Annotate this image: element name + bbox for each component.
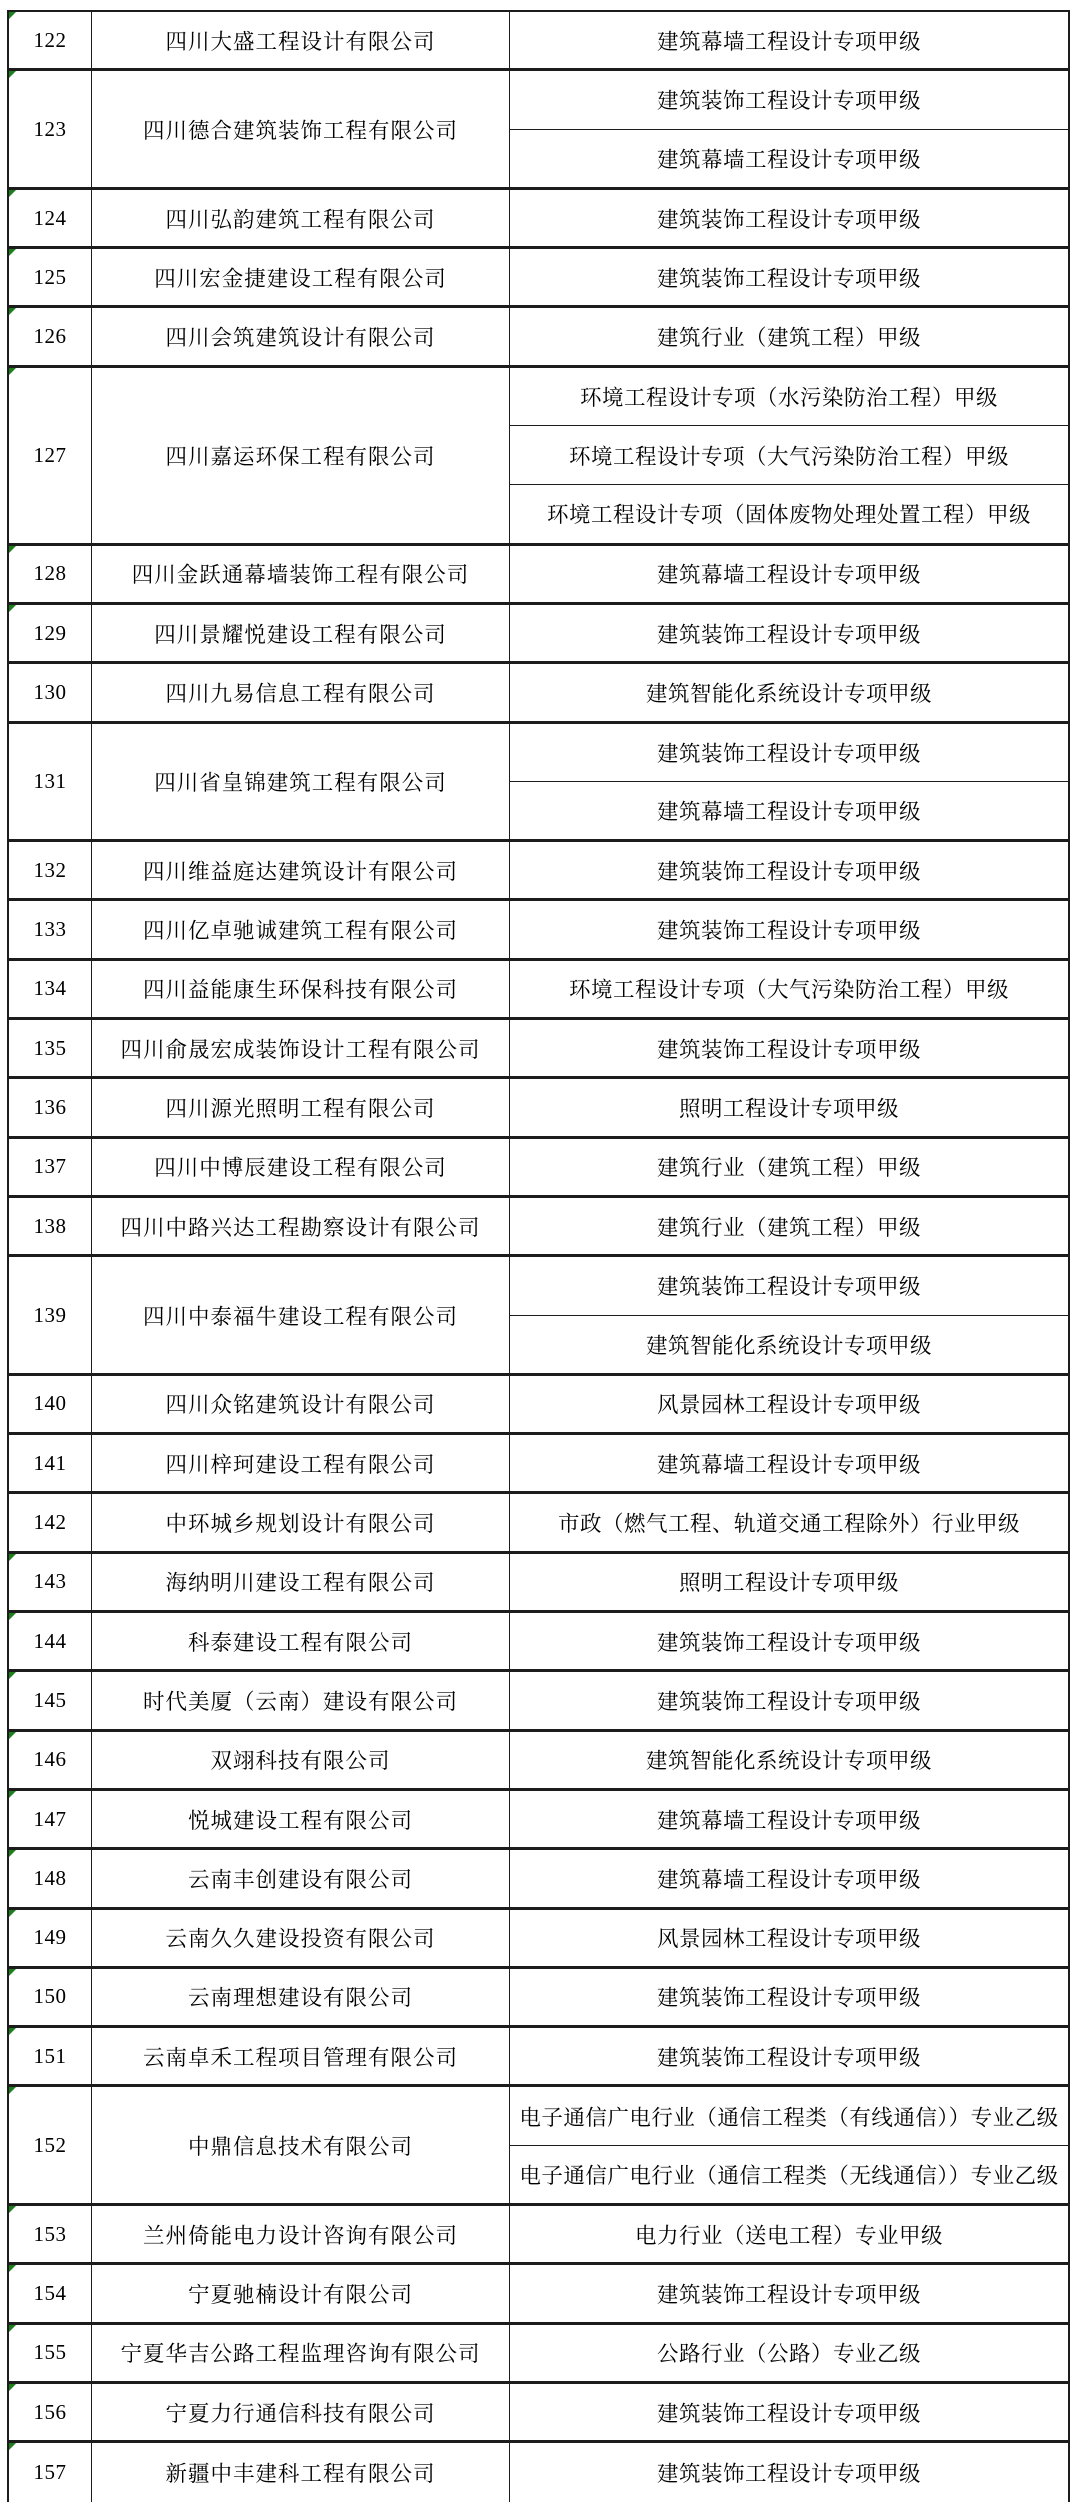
qualifications-cell xyxy=(510,2028,1068,2084)
company-name-cell: 双翊科技有限公司 xyxy=(92,1732,510,1788)
row-number-cell xyxy=(9,605,92,661)
table-row xyxy=(9,2028,1068,2087)
qualification-text: 环境工程设计专项（水污染防治工程）甲级 xyxy=(579,386,998,411)
company-name-cell: 中鼎信息技术有限公司 xyxy=(92,2087,510,2203)
company-name-cell: 新疆中丰建科工程有限公司 xyxy=(92,2443,510,2502)
qualifications-cell xyxy=(510,2265,1068,2321)
qualification-text: 建筑装饰工程设计专项甲级 xyxy=(656,859,921,884)
qualifications-cell xyxy=(510,1672,1068,1728)
table-row xyxy=(9,842,1068,901)
qualification-text: 建筑行业（建筑工程）甲级 xyxy=(656,1215,921,1240)
row-number: 153 xyxy=(33,2221,67,2246)
row-number-cell xyxy=(9,546,92,602)
company-name-cell: 四川益能康生环保科技有限公司 xyxy=(92,961,510,1017)
cell-corner-marker-icon xyxy=(9,2206,16,2213)
table-row xyxy=(9,2325,1068,2384)
row-number: 157 xyxy=(33,2460,67,2485)
qualifications-cell xyxy=(510,1613,1068,1669)
cell-corner-marker-icon xyxy=(9,2384,16,2391)
company-name-cell: 四川源光照明工程有限公司 xyxy=(92,1079,510,1135)
row-number-cell xyxy=(9,1791,92,1847)
table-row xyxy=(9,1376,1068,1435)
row-number: 130 xyxy=(33,679,67,704)
company-name-cell: 四川会筑建筑设计有限公司 xyxy=(92,308,510,364)
qualifications-cell xyxy=(510,2443,1068,2502)
row-number-cell xyxy=(9,724,92,840)
qualifications-cell xyxy=(510,842,1068,898)
qualifications-cell xyxy=(510,2087,1068,2203)
row-number: 156 xyxy=(33,2399,67,2424)
row-number: 125 xyxy=(33,264,67,289)
row-number-cell xyxy=(9,249,92,305)
company-name-cell: 四川弘韵建筑工程有限公司 xyxy=(92,190,510,246)
qualification-text: 风景园林工程设计专项甲级 xyxy=(656,1927,921,1952)
qualification-text: 环境工程设计专项（大气污染防治工程）甲级 xyxy=(510,425,1068,484)
row-number-cell xyxy=(9,1672,92,1728)
row-number: 134 xyxy=(33,976,67,1001)
row-number-cell xyxy=(9,961,92,1017)
qualification-text: 环境工程设计专项（大气污染防治工程）甲级 xyxy=(568,978,1009,1003)
row-number: 132 xyxy=(33,857,67,882)
company-name-cell: 宁夏驰楠设计有限公司 xyxy=(92,2265,510,2321)
qualification-text: 建筑装饰工程设计专项甲级 xyxy=(656,1689,921,1714)
company-name-cell: 四川中路兴达工程勘察设计有限公司 xyxy=(92,1198,510,1254)
row-number: 128 xyxy=(33,561,67,586)
qualification-text: 公路行业（公路）专业乙级 xyxy=(656,2342,921,2367)
company-name-cell: 时代美厦（云南）建设有限公司 xyxy=(92,1672,510,1728)
row-number-cell xyxy=(9,12,92,68)
row-number: 145 xyxy=(33,1687,67,1712)
company-name-cell: 四川景耀悦建设工程有限公司 xyxy=(92,605,510,661)
company-name-cell: 四川梓珂建设工程有限公司 xyxy=(92,1435,510,1491)
row-number-cell xyxy=(9,1020,92,1076)
qualifications-cell xyxy=(510,1910,1068,1966)
qualification-text: 环境工程设计专项（固体废物处理处置工程）甲级 xyxy=(510,484,1068,543)
qualification-text: 建筑装饰工程设计专项甲级 xyxy=(656,1986,921,2011)
qualification-text: 建筑幕墙工程设计专项甲级 xyxy=(656,563,921,588)
qualifications-cell xyxy=(510,1554,1068,1610)
qualification-text: 建筑装饰工程设计专项甲级 xyxy=(656,266,921,291)
qualifications-cell xyxy=(510,12,1068,68)
table-row xyxy=(9,1494,1068,1553)
qualifications-cell xyxy=(510,961,1068,1017)
table-row xyxy=(9,2443,1068,2502)
qualification-text: 建筑幕墙工程设计专项甲级 xyxy=(656,1867,921,1892)
table-row xyxy=(9,1732,1068,1791)
qualification-text: 建筑智能化系统设计专项甲级 xyxy=(645,1749,932,1774)
table-row xyxy=(9,1969,1068,2028)
row-number: 123 xyxy=(33,116,67,141)
qualification-text: 建筑幕墙工程设计专项甲级 xyxy=(510,129,1068,187)
cell-corner-marker-icon xyxy=(9,71,16,78)
row-number-cell xyxy=(9,1435,92,1491)
row-number-cell xyxy=(9,2443,92,2502)
row-number: 140 xyxy=(33,1391,67,1416)
qualifications-cell xyxy=(510,1732,1068,1788)
qualification-text: 建筑装饰工程设计专项甲级 xyxy=(656,1630,921,1655)
row-number: 154 xyxy=(33,2280,67,2305)
qualifications-cell xyxy=(510,1969,1068,2025)
row-number: 137 xyxy=(33,1154,67,1179)
table-row xyxy=(9,1257,1068,1376)
qualifications-cell xyxy=(510,1257,1068,1373)
qualification-text: 建筑幕墙工程设计专项甲级 xyxy=(510,781,1068,839)
row-number-cell xyxy=(9,1732,92,1788)
cell-corner-marker-icon xyxy=(9,2443,16,2450)
company-name-cell: 四川维益庭达建筑设计有限公司 xyxy=(92,842,510,898)
row-number-cell xyxy=(9,1969,92,2025)
cell-corner-marker-icon xyxy=(9,1969,16,1976)
row-number: 147 xyxy=(33,1806,67,1831)
row-number: 144 xyxy=(33,1628,67,1653)
row-number: 131 xyxy=(33,768,67,793)
qualification-text: 建筑装饰工程设计专项甲级 xyxy=(656,1037,921,1062)
table-row xyxy=(9,1079,1068,1138)
row-number-cell xyxy=(9,368,92,543)
table-row xyxy=(9,1198,1068,1257)
qualifications-cell xyxy=(510,901,1068,957)
row-number: 142 xyxy=(33,1510,67,1535)
company-name-cell: 四川众铭建筑设计有限公司 xyxy=(92,1376,510,1432)
row-number: 139 xyxy=(33,1302,67,1327)
row-number-cell xyxy=(9,2384,92,2440)
cell-corner-marker-icon xyxy=(9,1791,16,1798)
cell-corner-marker-icon xyxy=(9,1554,16,1561)
company-name-cell: 宁夏华吉公路工程监理咨询有限公司 xyxy=(92,2325,510,2381)
qualifications-cell xyxy=(510,71,1068,187)
table-row xyxy=(9,368,1068,546)
qualification-text: 建筑行业（建筑工程）甲级 xyxy=(656,326,921,351)
row-number-cell xyxy=(9,1554,92,1610)
table-row xyxy=(9,1435,1068,1494)
company-name-cell: 四川大盛工程设计有限公司 xyxy=(92,12,510,68)
qualifications-cell xyxy=(510,664,1068,720)
company-name-cell: 云南理想建设有限公司 xyxy=(92,1969,510,2025)
qualification-text: 建筑装饰工程设计专项甲级 xyxy=(656,2282,921,2307)
cell-corner-marker-icon xyxy=(9,368,16,375)
row-number-cell xyxy=(9,1079,92,1135)
row-number: 135 xyxy=(33,1035,67,1060)
cell-corner-marker-icon xyxy=(9,308,16,315)
table-row xyxy=(9,71,1068,190)
qualification-text: 建筑装饰工程设计专项甲级 xyxy=(656,1275,921,1300)
company-name-cell: 四川九易信息工程有限公司 xyxy=(92,664,510,720)
qualification-text: 建筑智能化系统设计专项甲级 xyxy=(510,1315,1068,1373)
qualification-text: 建筑装饰工程设计专项甲级 xyxy=(656,2045,921,2070)
row-number: 148 xyxy=(33,1865,67,1890)
row-number-cell xyxy=(9,190,92,246)
row-number-cell xyxy=(9,1613,92,1669)
qualification-text: 照明工程设计专项甲级 xyxy=(678,1096,899,1121)
row-number: 150 xyxy=(33,1984,67,2009)
cell-corner-marker-icon xyxy=(9,1850,16,1857)
row-number: 146 xyxy=(33,1747,67,1772)
table-row xyxy=(9,308,1068,367)
qualifications-cell xyxy=(510,1376,1068,1432)
table-row xyxy=(9,1850,1068,1909)
qualifications-cell xyxy=(510,546,1068,602)
company-name-cell: 四川中泰福牛建设工程有限公司 xyxy=(92,1257,510,1373)
qualifications-cell xyxy=(510,1850,1068,1906)
company-name-cell: 云南久久建设投资有限公司 xyxy=(92,1910,510,1966)
cell-corner-marker-icon xyxy=(9,1672,16,1679)
qualification-text: 建筑装饰工程设计专项甲级 xyxy=(656,2462,921,2487)
table-row xyxy=(9,546,1068,605)
qualification-text: 建筑智能化系统设计专项甲级 xyxy=(645,681,932,706)
cell-corner-marker-icon xyxy=(9,2087,16,2094)
table-row xyxy=(9,1910,1068,1969)
row-number-cell xyxy=(9,2265,92,2321)
qualification-text: 市政（燃气工程、轨道交通工程除外）行业甲级 xyxy=(557,1512,1020,1537)
company-name-cell: 四川亿卓驰诚建筑工程有限公司 xyxy=(92,901,510,957)
row-number: 124 xyxy=(33,205,67,230)
company-name-cell: 四川金跃通幕墙装饰工程有限公司 xyxy=(92,546,510,602)
qualification-text: 建筑装饰工程设计专项甲级 xyxy=(656,2401,921,2426)
table-row xyxy=(9,1791,1068,1850)
company-name-cell: 四川中博辰建设工程有限公司 xyxy=(92,1139,510,1195)
qualification-text: 建筑装饰工程设计专项甲级 xyxy=(656,207,921,232)
cell-corner-marker-icon xyxy=(9,190,16,197)
row-number: 136 xyxy=(33,1094,67,1119)
row-number: 141 xyxy=(33,1450,67,1475)
qualifications-cell xyxy=(510,1139,1068,1195)
row-number: 155 xyxy=(33,2340,67,2365)
row-number: 152 xyxy=(33,2132,67,2157)
row-number: 127 xyxy=(33,442,67,467)
table-row xyxy=(9,1672,1068,1731)
row-number: 143 xyxy=(33,1569,67,1594)
company-name-cell: 海纳明川建设工程有限公司 xyxy=(92,1554,510,1610)
row-number: 126 xyxy=(33,324,67,349)
table-row xyxy=(9,2265,1068,2324)
qualifications-cell xyxy=(510,368,1068,543)
row-number-cell xyxy=(9,1494,92,1550)
row-number: 133 xyxy=(33,917,67,942)
table-row xyxy=(9,12,1068,71)
qualification-text: 电力行业（送电工程）专业甲级 xyxy=(634,2223,943,2248)
table-row xyxy=(9,190,1068,249)
qualification-text: 建筑装饰工程设计专项甲级 xyxy=(656,89,921,114)
qualifications-cell xyxy=(510,1020,1068,1076)
row-number-cell xyxy=(9,2325,92,2381)
qualifications-cell xyxy=(510,1198,1068,1254)
qualification-text: 风景园林工程设计专项甲级 xyxy=(656,1393,921,1418)
table-row xyxy=(9,724,1068,843)
cell-corner-marker-icon xyxy=(9,2265,16,2272)
qualification-text: 建筑幕墙工程设计专项甲级 xyxy=(656,29,921,54)
table-row xyxy=(9,1139,1068,1198)
qualifications-cell xyxy=(510,249,1068,305)
company-name-cell: 云南卓禾工程项目管理有限公司 xyxy=(92,2028,510,2084)
cell-corner-marker-icon xyxy=(9,1910,16,1917)
table-row xyxy=(9,605,1068,664)
company-name-cell: 四川宏金捷建设工程有限公司 xyxy=(92,249,510,305)
row-number-cell xyxy=(9,901,92,957)
qualifications-cell xyxy=(510,1079,1068,1135)
qualifications-cell xyxy=(510,2325,1068,2381)
row-number-cell xyxy=(9,1376,92,1432)
row-number-cell xyxy=(9,2206,92,2262)
qualifications-cell xyxy=(510,2206,1068,2262)
row-number: 122 xyxy=(33,27,67,52)
qualifications-cell xyxy=(510,1791,1068,1847)
qualification-table xyxy=(7,10,1070,2502)
cell-corner-marker-icon xyxy=(9,605,16,612)
row-number: 151 xyxy=(33,2043,67,2068)
cell-corner-marker-icon xyxy=(9,2325,16,2332)
table-row xyxy=(9,2206,1068,2265)
qualification-text: 建筑装饰工程设计专项甲级 xyxy=(656,919,921,944)
row-number: 138 xyxy=(33,1213,67,1238)
row-number-cell xyxy=(9,842,92,898)
company-name-cell: 四川省皇锦建筑工程有限公司 xyxy=(92,724,510,840)
qualifications-cell xyxy=(510,724,1068,840)
row-number-cell xyxy=(9,1910,92,1966)
cell-corner-marker-icon xyxy=(9,249,16,256)
company-name-cell: 兰州倚能电力设计咨询有限公司 xyxy=(92,2206,510,2262)
qualifications-cell xyxy=(510,2384,1068,2440)
table-row xyxy=(9,901,1068,960)
company-name-cell: 四川德合建筑装饰工程有限公司 xyxy=(92,71,510,187)
table-row xyxy=(9,249,1068,308)
table-row xyxy=(9,1020,1068,1079)
qualification-text: 建筑装饰工程设计专项甲级 xyxy=(656,741,921,766)
table-row xyxy=(9,1613,1068,1672)
table-row xyxy=(9,2384,1068,2443)
row-number: 149 xyxy=(33,1925,67,1950)
row-number-cell xyxy=(9,2028,92,2084)
qualification-text: 电子通信广电行业（通信工程类（无线通信））专业乙级 xyxy=(510,2145,1068,2203)
row-number-cell xyxy=(9,1850,92,1906)
qualification-text: 建筑行业（建筑工程）甲级 xyxy=(656,1156,921,1181)
table-row xyxy=(9,961,1068,1020)
table-row xyxy=(9,1554,1068,1613)
row-number: 129 xyxy=(33,620,67,645)
company-name-cell: 四川嘉运环保工程有限公司 xyxy=(92,368,510,543)
row-number-cell xyxy=(9,1257,92,1373)
company-name-cell: 中环城乡规划设计有限公司 xyxy=(92,1494,510,1550)
cell-corner-marker-icon xyxy=(9,2028,16,2035)
qualifications-cell xyxy=(510,1435,1068,1491)
table-row xyxy=(9,664,1068,723)
cell-corner-marker-icon xyxy=(9,1732,16,1739)
row-number-cell xyxy=(9,1198,92,1254)
row-number-cell xyxy=(9,308,92,364)
cell-corner-marker-icon xyxy=(9,546,16,553)
company-name-cell: 云南丰创建设有限公司 xyxy=(92,1850,510,1906)
company-name-cell: 宁夏力行通信科技有限公司 xyxy=(92,2384,510,2440)
qualification-text: 建筑幕墙工程设计专项甲级 xyxy=(656,1808,921,1833)
qualification-text: 电子通信广电行业（通信工程类（有线通信））专业乙级 xyxy=(519,2105,1059,2130)
qualification-text: 建筑装饰工程设计专项甲级 xyxy=(656,622,921,647)
row-number-cell xyxy=(9,71,92,187)
qualification-text: 建筑幕墙工程设计专项甲级 xyxy=(656,1452,921,1477)
cell-corner-marker-icon xyxy=(9,12,16,19)
row-number-cell xyxy=(9,1139,92,1195)
company-name-cell: 科泰建设工程有限公司 xyxy=(92,1613,510,1669)
qualifications-cell xyxy=(510,1494,1068,1550)
qualification-text: 照明工程设计专项甲级 xyxy=(678,1571,899,1596)
qualifications-cell xyxy=(510,190,1068,246)
qualifications-cell xyxy=(510,605,1068,661)
company-name-cell: 四川俞晟宏成装饰设计工程有限公司 xyxy=(92,1020,510,1076)
qualifications-cell xyxy=(510,308,1068,364)
company-name-cell: 悦城建设工程有限公司 xyxy=(92,1791,510,1847)
table-row xyxy=(9,2087,1068,2206)
row-number-cell xyxy=(9,2087,92,2203)
row-number-cell xyxy=(9,664,92,720)
cell-corner-marker-icon xyxy=(9,1613,16,1620)
